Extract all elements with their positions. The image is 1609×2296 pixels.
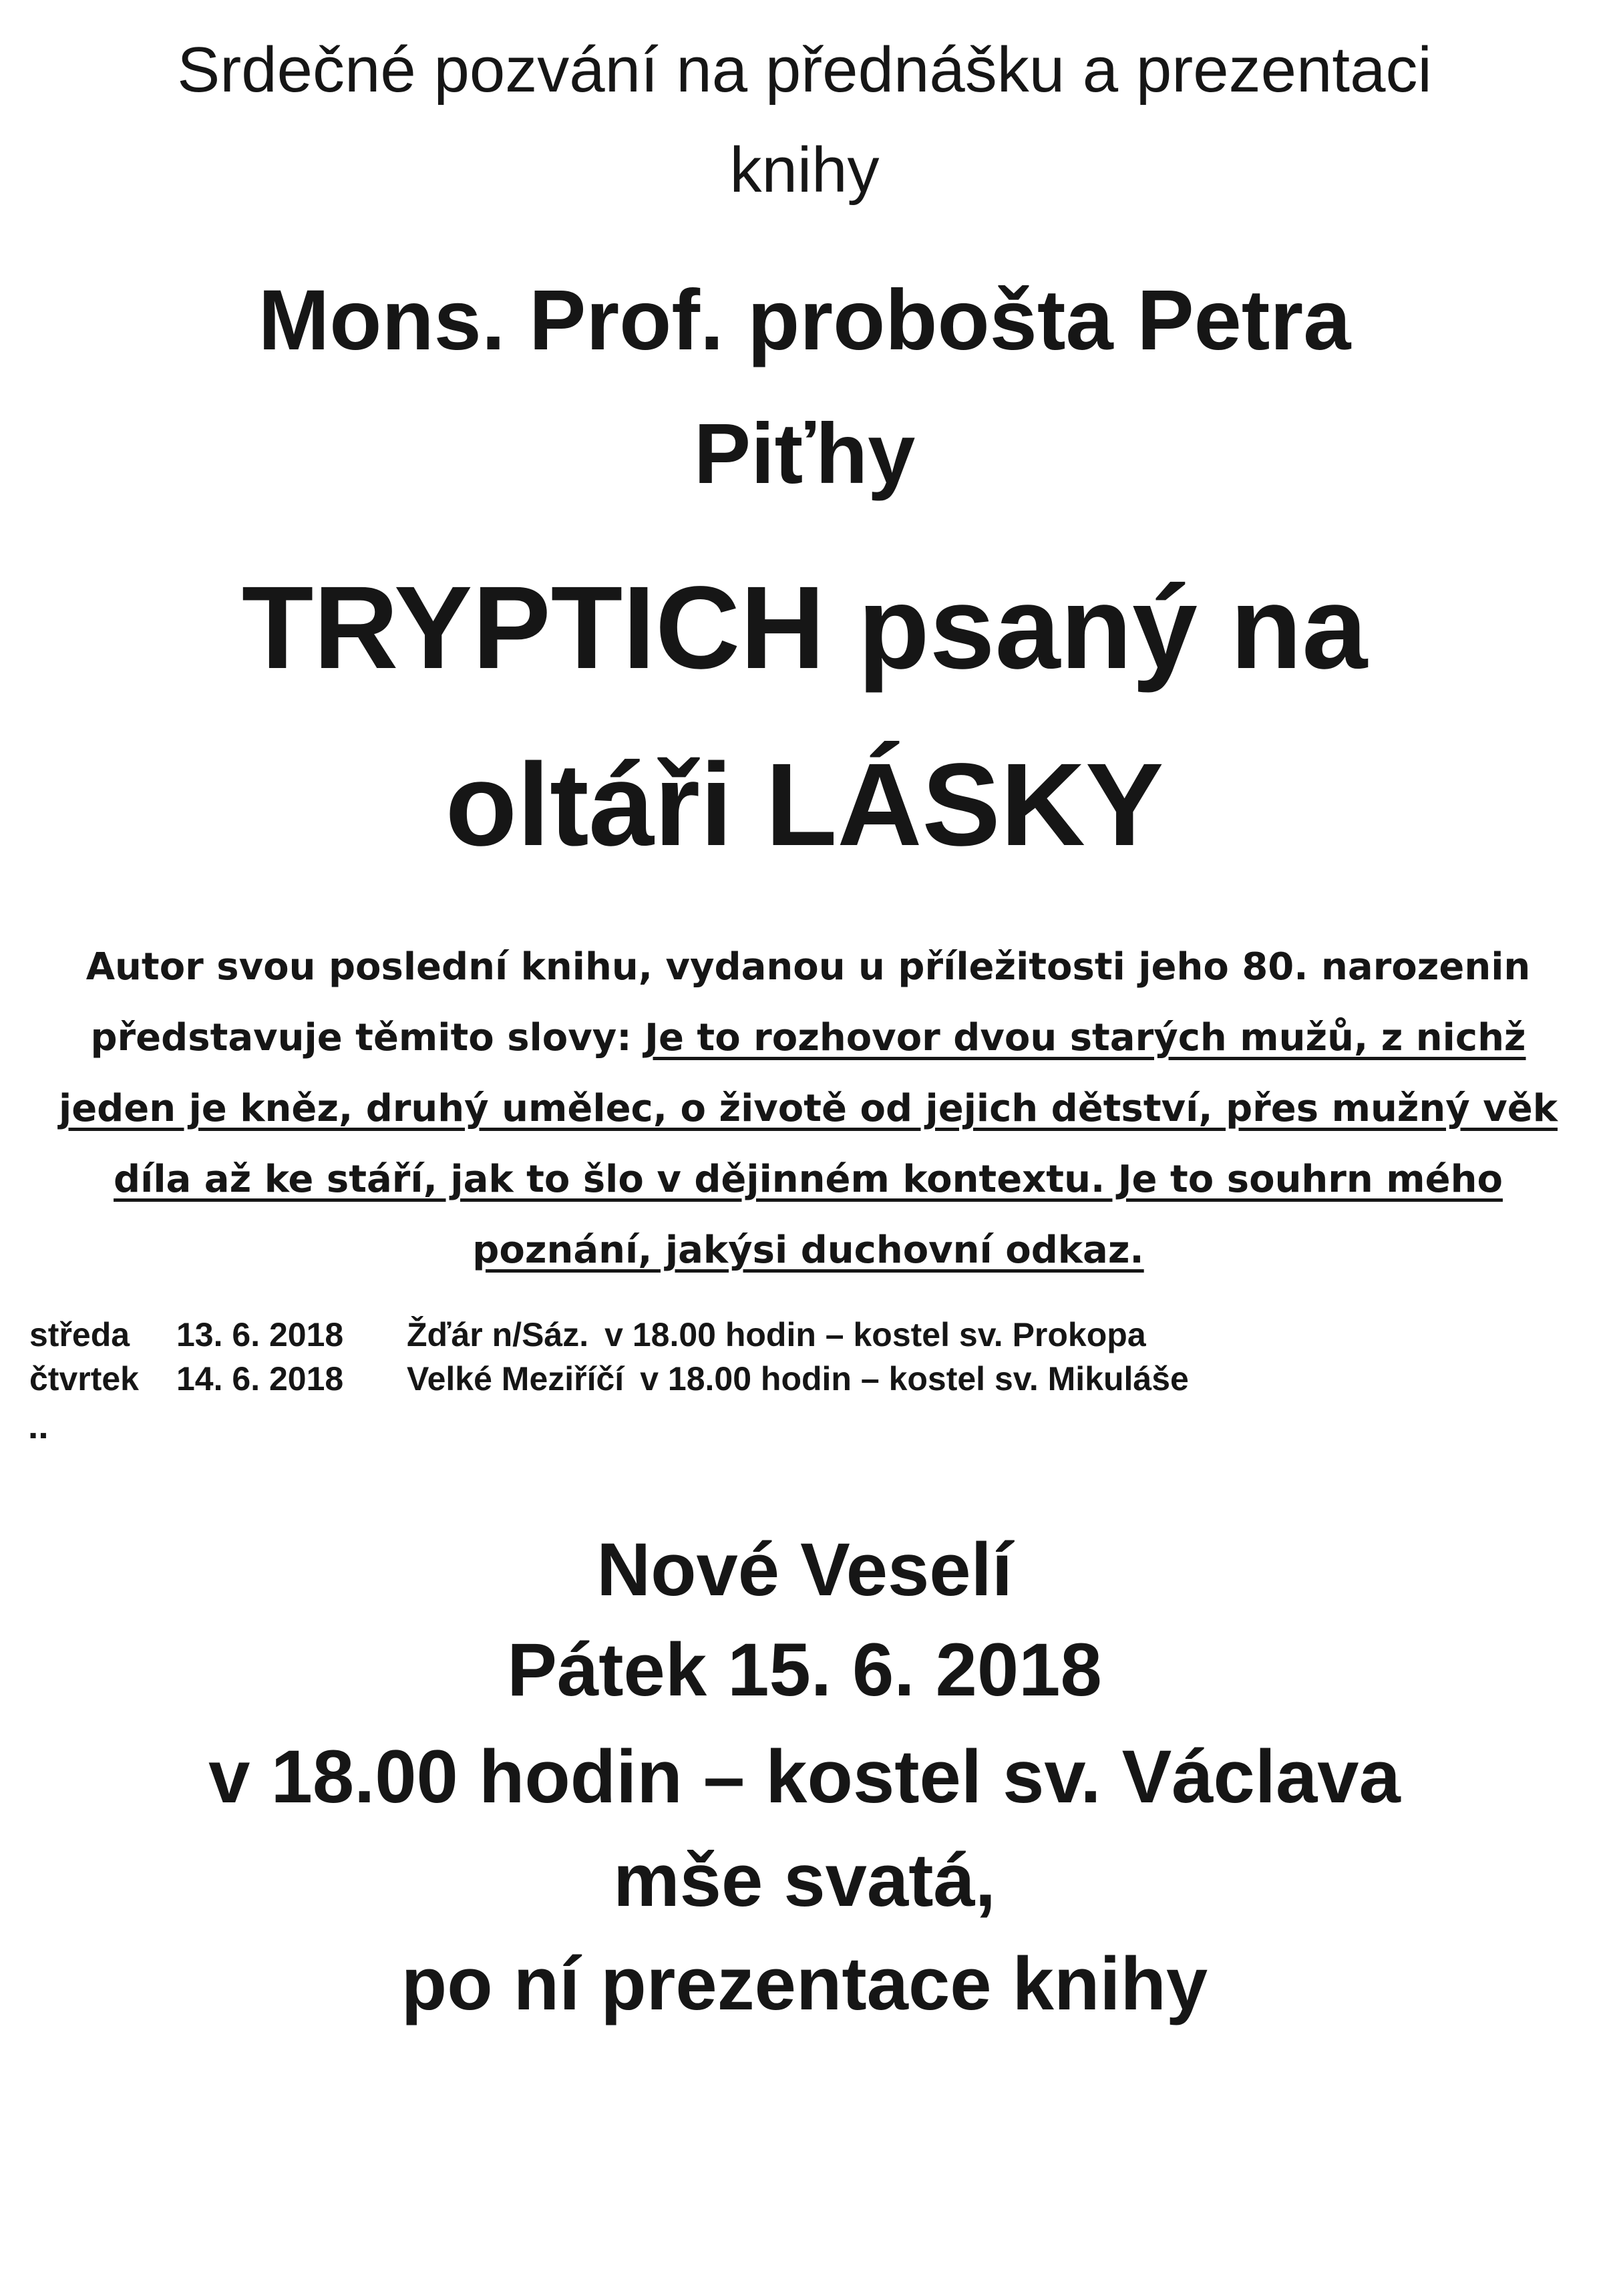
schedule-date: 13. 6. 2018 xyxy=(176,1316,344,1353)
author-line-2: Piťhy xyxy=(693,406,916,502)
schedule-list xyxy=(29,1313,1189,1401)
bullet-dots: ▪▪ xyxy=(29,1423,50,1447)
schedule-details: v 18.00 hodin – kostel sv. Prokopa xyxy=(604,1316,1146,1353)
main-event-mass: mše svatá, xyxy=(613,1838,996,1922)
invitation-line-2: knihy xyxy=(729,134,880,206)
main-event-date: Pátek 15. 6. 2018 xyxy=(507,1628,1102,1711)
main-event-place: Nové Veselí xyxy=(596,1528,1013,1611)
schedule-row xyxy=(29,1313,1189,1357)
schedule-date: 14. 6. 2018 xyxy=(176,1360,344,1398)
schedule-row xyxy=(29,1357,1189,1401)
schedule-day: středa xyxy=(29,1316,130,1353)
schedule-details: v 18.00 hodin – kostel sv. Mikuláše xyxy=(640,1360,1189,1398)
main-event-time-location: v 18.00 hodin – kostel sv. Václava xyxy=(208,1735,1401,1818)
author-line-1: Mons. Prof. probošta Petra xyxy=(258,273,1351,368)
book-title-line-2: oltáři LÁSKY xyxy=(445,740,1164,870)
main-event-after: po ní prezentace knihy xyxy=(401,1942,1208,2025)
schedule-place: Velké Meziříčí xyxy=(407,1360,624,1398)
schedule-day: čtvrtek xyxy=(29,1360,139,1398)
schedule-place: Žďár n/Sáz. xyxy=(407,1316,589,1353)
invitation-line-1: Srdečné pozvání na přednášku a prezentaci xyxy=(177,34,1432,106)
description-intro: Autor svou poslední knihu, vydanou u příležitosti jeho 80. narozenin představuje těmito slovy: xyxy=(85,945,1531,1059)
book-description xyxy=(33,932,1583,1286)
book-title-line-1: TRYPTICH psaný na xyxy=(241,562,1368,693)
description-quote: Je to rozhovor dvou starých mužů, z nichž jeden je kněz, druhý umělec, o životě od jejich dětství, přes mužný věk díla až ke stáří, jak to šlo v dějinném kontextu. Je to souhrn mého poznání, jakýsi duchovní odkaz. xyxy=(59,1016,1558,1272)
